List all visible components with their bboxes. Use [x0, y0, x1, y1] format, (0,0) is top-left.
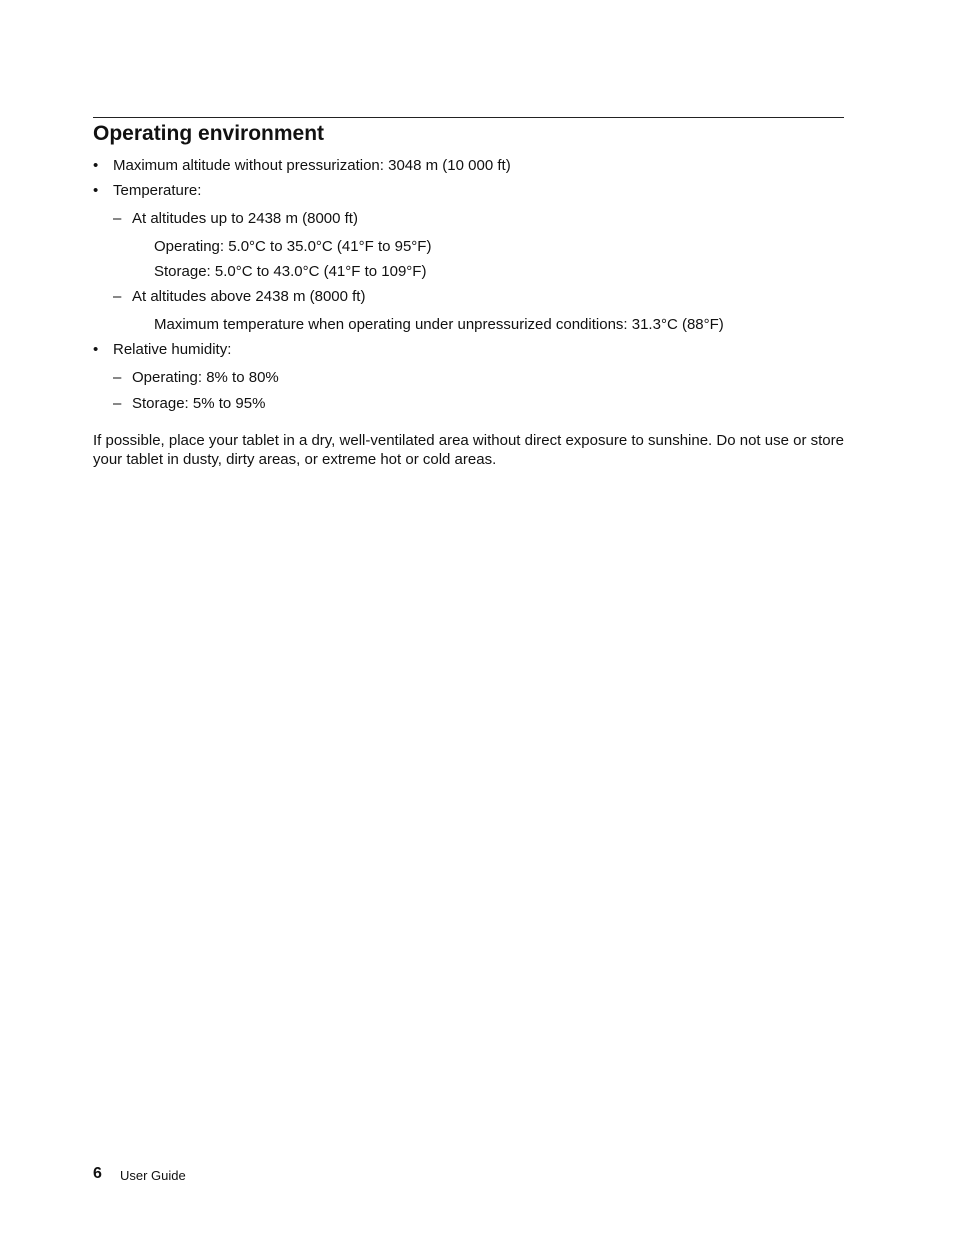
section-divider	[93, 117, 844, 118]
footer-label: User Guide	[120, 1168, 186, 1183]
low-altitude-storage: Storage: 5.0°C to 43.0°C (41°F to 109°F)	[154, 263, 427, 280]
altitude-item: Maximum altitude without pressurization: 3048 m (10 000 ft)	[113, 157, 511, 174]
low-altitude-operating: Operating: 5.0°C to 35.0°C (41°F to 95°F)	[154, 238, 432, 255]
page-number: 6	[93, 1165, 102, 1182]
page-title: Operating environment	[93, 122, 325, 145]
temperature-item: Temperature:	[113, 182, 202, 199]
dash-marker: –	[113, 210, 122, 227]
bullet-marker: •	[93, 182, 99, 199]
high-altitude-max-temp: Maximum temperature when operating under unpressurized conditions: 31.3°C (88°F)	[154, 316, 724, 333]
low-altitude-item: At altitudes up to 2438 m (8000 ft)	[132, 210, 358, 227]
advice-paragraph: If possible, place your tablet in a dry, well-ventilated area without direct exposure to sunshine. Do not use or store your tablet in dusty, dirty areas, or extreme hot or cold areas.	[93, 432, 844, 468]
humidity-storage: Storage: 5% to 95%	[132, 395, 266, 412]
humidity-operating: Operating: 8% to 80%	[132, 369, 279, 386]
dash-marker: –	[113, 395, 122, 412]
dash-marker: –	[113, 288, 122, 305]
dash-marker: –	[113, 369, 122, 386]
bullet-marker: •	[93, 157, 99, 174]
humidity-item: Relative humidity:	[113, 341, 232, 358]
bullet-marker: •	[93, 341, 99, 358]
high-altitude-item: At altitudes above 2438 m (8000 ft)	[132, 288, 366, 305]
